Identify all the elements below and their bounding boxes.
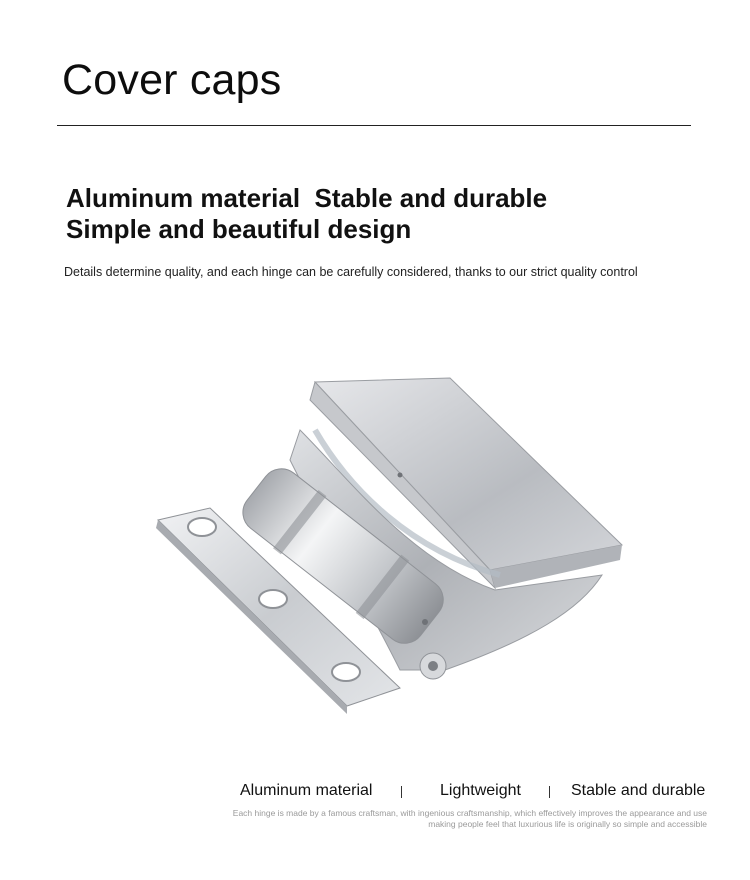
feature-item-aluminum: Aluminum material [240, 782, 373, 799]
craftsmanship-note-line-2: making people feel that luxurious life is originally so simple and accessible [428, 819, 707, 829]
title-divider [57, 125, 691, 126]
feature-separator [549, 786, 550, 798]
headline-line-2: Simple and beautiful design [66, 214, 412, 244]
feature-item-stable: Stable and durable [571, 782, 706, 799]
craftsmanship-note-line-1: Each hinge is made by a famous craftsman, with ingenious craftsmanship, which effectively improves the appearance and use [232, 808, 707, 818]
feature-list [0, 782, 750, 804]
page-title: Cover caps [62, 56, 282, 104]
headline-line-1: Aluminum material Stable and durable [66, 183, 548, 213]
feature-separator [401, 786, 402, 798]
quality-description: Details determine quality, and each hinge can be carefully considered, thanks to our strict quality control [64, 265, 638, 279]
hinge-product-image [150, 370, 630, 720]
feature-item-lightweight: Lightweight [440, 782, 521, 799]
